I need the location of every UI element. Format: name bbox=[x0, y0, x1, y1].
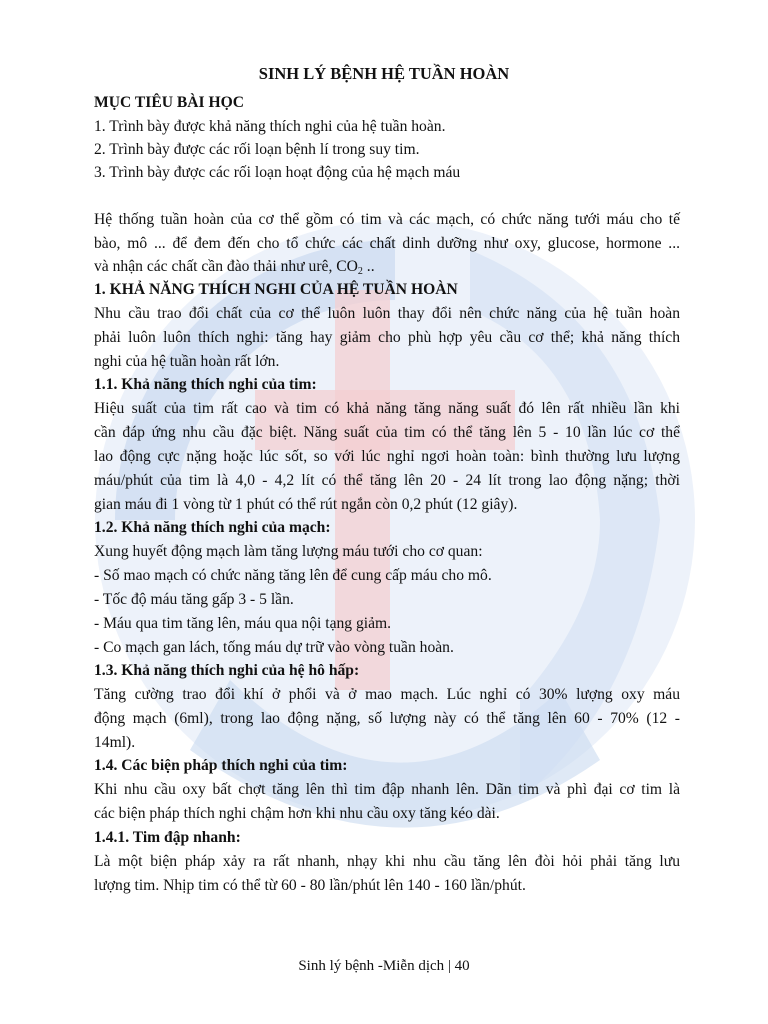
paragraph-line: Tăng cường trao đổi khí ở phổi và ở mao mạch. Lúc nghỉ có 30% lượng oxy máu bbox=[94, 686, 680, 703]
paragraph-line: Hiệu suất của tim rất cao và tim có khả năng tăng năng suất đó lên rất nhiều lần khi bbox=[94, 400, 680, 417]
subsection-heading: 1.2. Khả năng thích nghi của mạch: bbox=[94, 519, 331, 536]
list-item: - Số mao mạch có chức năng tăng lên để cung cấp máu cho mô. bbox=[94, 567, 492, 584]
paragraph-line: phải luôn luôn thích nghi: tăng hay giảm cho phù hợp yêu cầu cơ thể; khả năng thích bbox=[94, 329, 680, 346]
intro-line-last bbox=[94, 257, 375, 282]
objective-item: 3. Trình bày được các rối loạn hoạt động của hệ mạch máu bbox=[94, 164, 461, 181]
paragraph-line: gian máu đi 1 vòng từ 1 phút có thể rút ngắn còn 0,2 phút (12 giây). bbox=[94, 496, 518, 513]
objective-item: 1. Trình bày được khả năng thích nghi của hệ tuần hoàn. bbox=[94, 118, 446, 135]
intro-text: và nhận các chất cần đào thải như urê, CO bbox=[94, 258, 358, 275]
paragraph-line: động mạch (6ml), trong lao động nặng, số lượng này có thể tăng lên 60 - 70% (12 - bbox=[94, 710, 680, 727]
paragraph-line: Khi nhu cầu oxy bất chợt tăng lên thì tim đập nhanh lên. Dãn tim và phì đại cơ tim là bbox=[94, 781, 680, 798]
paragraph-line: Xung huyết động mạch làm tăng lượng máu tưới cho cơ quan: bbox=[94, 543, 483, 560]
subsection-heading: 1.4. Các biện pháp thích nghi của tim: bbox=[94, 757, 348, 774]
subsection-heading: 1.3. Khả năng thích nghi của hệ hô hấp: bbox=[94, 662, 360, 679]
list-item: - Co mạch gan lách, tống máu dự trữ vào vòng tuần hoàn. bbox=[94, 639, 454, 656]
paragraph-line: nghi của hệ tuần hoàn rất lớn. bbox=[94, 353, 280, 370]
subsection-heading: 1.4.1. Tim đập nhanh: bbox=[94, 829, 241, 846]
subsection-heading: 1.1. Khả năng thích nghi của tim: bbox=[94, 376, 317, 393]
intro-suffix: .. bbox=[362, 258, 375, 275]
objectives-heading: MỤC TIÊU BÀI HỌC bbox=[94, 94, 245, 111]
paragraph-line: Là một biện pháp xảy ra rất nhanh, nhạy khi nhu cầu tăng lên đòi hỏi phải tăng lưu bbox=[94, 853, 680, 870]
list-item: - Tốc độ máu tăng gấp 3 - 5 lần. bbox=[94, 591, 294, 608]
co2-subscript: 2 bbox=[357, 266, 363, 277]
paragraph-line: các biện pháp thích nghi chậm hơn khi nhu cầu oxy tăng kéo dài. bbox=[94, 805, 500, 822]
page-footer: Sinh lý bệnh -Miễn dịch | 40 bbox=[298, 958, 470, 974]
paragraph-line: lượng tim. Nhịp tim có thể từ 60 - 80 lần/phút lên 140 - 160 lần/phút. bbox=[94, 877, 526, 894]
paragraph-line: máu/phút của tim là 4,0 - 4,2 lít có thể tăng lên 20 - 24 lít trong lao động nặng; thời bbox=[94, 472, 680, 489]
intro-line: Hệ thống tuần hoàn của cơ thể gồm có tim và các mạch, có chức năng tưới máu cho tế bbox=[94, 211, 680, 228]
paragraph-line: lao động cực nặng hoặc lúc sốt, so với lúc nghỉ ngơi hoàn toàn: bình thường lưu lượng bbox=[94, 448, 680, 465]
objective-item: 2. Trình bày được các rối loạn bệnh lí trong suy tim. bbox=[94, 141, 420, 158]
paragraph-line: cần đáp ứng nhu cầu đặc biệt. Năng suất của tim có thể tăng lên 5 - 10 lần lúc cơ thể bbox=[94, 424, 680, 441]
paragraph-line: 14ml). bbox=[94, 734, 136, 751]
document-title: SINH LÝ BỆNH HỆ TUẦN HOÀN bbox=[258, 64, 510, 83]
list-item: - Máu qua tim tăng lên, máu qua nội tạng giảm. bbox=[94, 615, 392, 632]
intro-line: bào, mô ... để đem đến cho tổ chức các chất dinh dưỡng như oxy, glucose, hormone ... bbox=[94, 235, 680, 252]
section-heading: 1. KHẢ NĂNG THÍCH NGHI CỦA HỆ TUẦN HOÀN bbox=[94, 281, 458, 298]
paragraph-line: Nhu cầu trao đổi chất của cơ thể luôn luôn thay đổi nên chức năng của hệ tuần hoàn bbox=[94, 305, 680, 322]
